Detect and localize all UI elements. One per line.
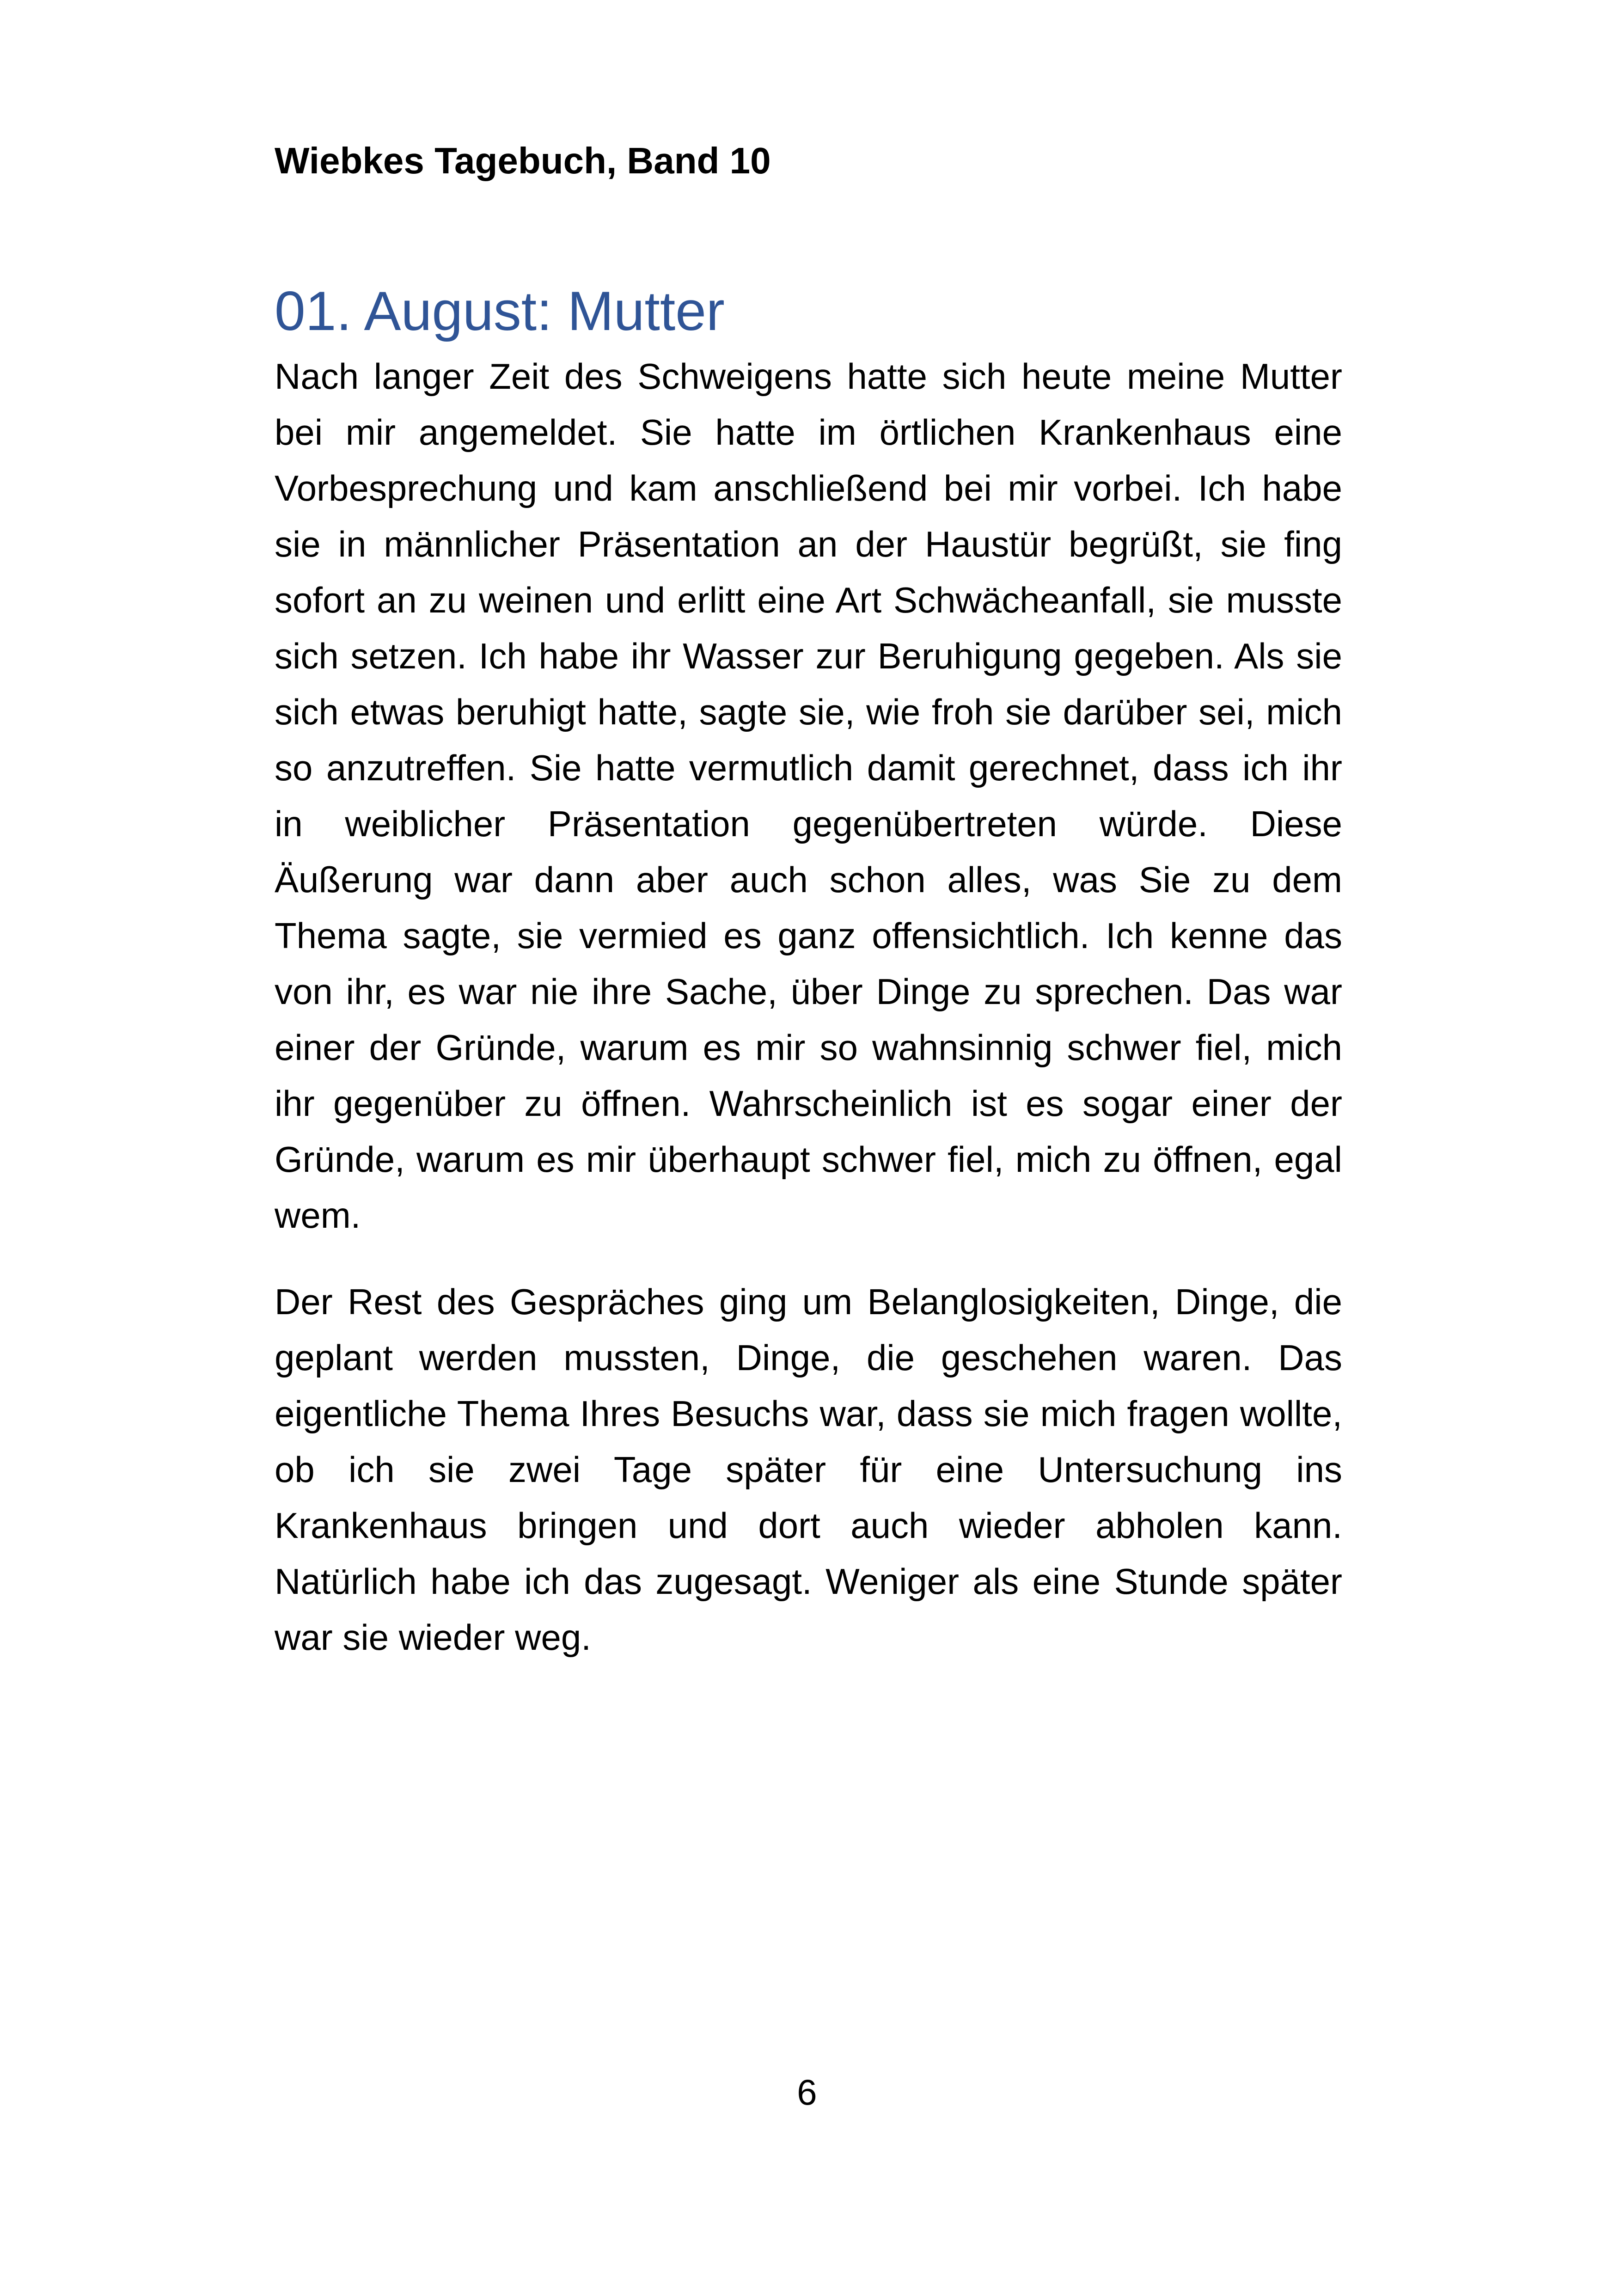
entry-body [275,277,1342,1696]
paragraph-2: Der Rest des Gespräches ging um Belanglosigkeiten, Dinge, die geplant werden mussten, Dinge, die geschehen waren. Das eigentliche Thema Ihres Besuchs war, dass sie mich fragen wollte, ob ich sie zwei Tage später für eine Untersuchung ins Krankenhaus bringen und dort auch wieder abholen kann. Natürlich habe ich das zugesagt. Weniger als eine Stunde später war sie wieder weg. [275,1281,1342,1658]
page-number: 6 [797,2072,817,2112]
running-header: Wiebkes Tagebuch, Band 10 [275,140,771,181]
paragraph-1: Nach langer Zeit des Schweigens hatte sich heute meine Mutter bei mir angemeldet. Sie hatte im örtlichen Krankenhaus eine Vorbesprechung und kam anschließend bei mir vorbei. Ich habe sie in männlicher Präsentation an der Haustür begrüßt, sie fing sofort an zu weinen und erlitt eine Art Schwächeanfall, sie musste sich setzen. Ich habe ihr Wasser zur Beruhigung gegeben. Als sie sich etwas beruhigt hatte, sagte sie, wie froh sie darüber sei, mich so anzutreffen. Sie hatte vermutlich damit gerechnet, dass ich ihr in weiblicher Präsentation gegenübertreten würde. Diese Äußerung war dann aber auch schon alles, was Sie zu dem Thema sagte, sie vermied es ganz offensichtlich. Ich kenne das von ihr, es war nie ihre Sache, über Dinge zu sprechen. Das war einer der Gründe, warum es mir so wahnsinnig schwer fiel, mich ihr gegenüber zu öffnen. Wahrscheinlich ist es sogar einer der Gründe, warum es mir überhaupt schwer fiel, mich zu öffnen, egal wem. [275,356,1342,1236]
entry-title: 01. August: Mutter [275,280,725,342]
